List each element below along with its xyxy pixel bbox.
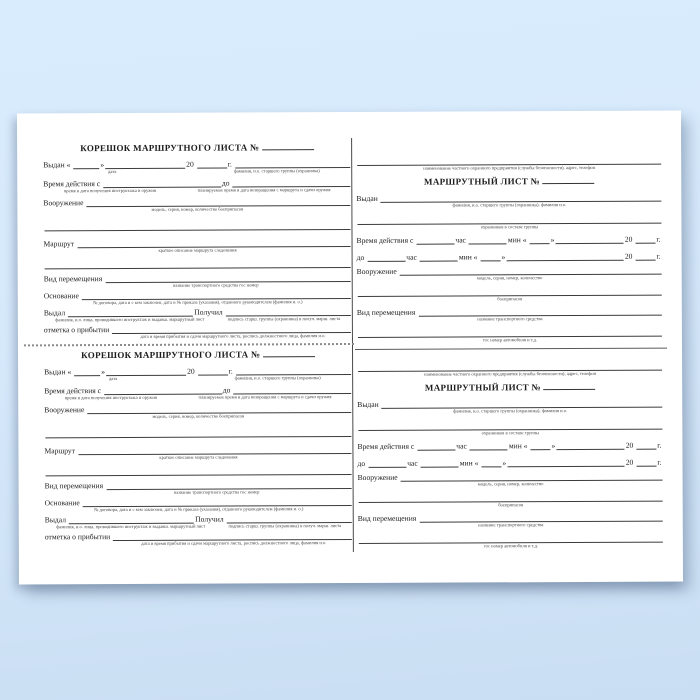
arms-hint: модель, серия, номер, количество боеприпасов	[152, 413, 245, 419]
year-blank	[636, 458, 656, 467]
to-label: до	[222, 385, 231, 395]
stub-title-text: КОРЕШОК МАРШРУТНОГО ЛИСТА №	[81, 349, 261, 361]
stub-title	[43, 142, 351, 154]
month-blank	[556, 441, 624, 450]
issued-hints	[43, 168, 351, 175]
year-suffix: г.	[228, 366, 233, 376]
issued-label: Выдан	[356, 193, 378, 203]
receiver-hint: подпись старш. группы (охранника) в получ. марш. листа	[227, 316, 341, 322]
hour-label: час	[455, 235, 466, 245]
movement-label: Вид перемещения	[43, 274, 103, 284]
year-blank	[197, 160, 227, 169]
sheet-title	[357, 382, 663, 394]
movement-hint: название транспортного средства	[478, 522, 544, 528]
validity-to-row	[357, 457, 663, 468]
receiver-label: Получил	[194, 307, 223, 317]
number-blank	[263, 349, 315, 357]
to-label: до	[356, 252, 365, 262]
arrival-hints	[45, 540, 353, 547]
route-label: Маршрут	[44, 446, 76, 456]
day-blank	[74, 367, 100, 376]
movement-label: Вид перемещения	[356, 307, 416, 317]
validity-hints	[44, 394, 352, 401]
group-hints	[356, 224, 662, 231]
day-blank	[480, 252, 500, 261]
min-label: мин «	[508, 441, 528, 451]
year-suffix: г.	[657, 440, 662, 450]
hour-blank	[367, 253, 405, 262]
quote-close: »	[551, 441, 556, 451]
validity-hints	[43, 187, 351, 194]
basis-hint: № договора, дата и с кем заключен, дата и № приказа (указания), отданного руководителем (фамилия и. о.)	[93, 299, 303, 306]
issuer-label: Выдал	[44, 515, 67, 525]
number-blank	[543, 382, 595, 390]
validity-hint-left: время и дата получения инструктажа и оружия	[64, 394, 157, 401]
number-blank	[262, 142, 314, 150]
month-blank	[507, 458, 625, 468]
year-suffix: г.	[227, 159, 232, 169]
validity-from-row	[357, 234, 663, 245]
issuer-hint: фамилия, и.о. лица, проводившего инструктаж и выдавш. маршрутный лист	[56, 523, 206, 530]
year-prefix: 20	[624, 234, 633, 244]
arms-hints	[43, 206, 351, 213]
arms-label: Вооружение	[43, 198, 84, 208]
year-blank	[636, 441, 656, 450]
plate-hints	[358, 543, 664, 550]
route-extra-blank	[46, 466, 352, 476]
validity-from-row	[357, 440, 663, 451]
date-hint: дата	[108, 169, 117, 175]
receiver-hint: подпись старш. группы (охранника) в получ. марш. листа	[228, 523, 342, 529]
name-blank	[236, 366, 351, 376]
month-blank	[506, 252, 624, 262]
validity-hint-right: планируемое время и дата возвращения с маршрута и сдачи оружия	[197, 187, 331, 193]
quote-close: »	[550, 235, 555, 245]
quote-close: »	[502, 458, 507, 468]
hour-label: час	[407, 458, 418, 468]
basis-hint: № договора, дата и с кем заключен, дата и № приказа (указания), отданного руководителем (фамилия и. о.)	[94, 506, 304, 513]
min-blank	[420, 253, 458, 262]
movement-label: Вид перемещения	[357, 513, 417, 523]
issued-hint: фамилия, и.о. старшего группы (охранника), фамилия и.о.	[452, 202, 567, 208]
group-hint: охранников в составе группы	[481, 430, 540, 436]
stub-title	[44, 349, 352, 361]
ammo-hints	[357, 296, 663, 303]
group-hints	[357, 430, 663, 437]
arms-hint: модель, серия, номер, количество боеприпасов	[151, 206, 244, 212]
arms-label: Вооружение	[356, 266, 397, 276]
blank-line-row	[44, 427, 352, 438]
arrival-label: отметка о прибытии	[43, 325, 110, 335]
movement-hint: название транспортного средства	[477, 316, 543, 322]
issued-hints	[356, 202, 662, 209]
arms-label: Вооружение	[357, 472, 398, 482]
sheet-title-text: МАРШРУТНЫЙ ЛИСТ №	[423, 176, 540, 187]
year-suffix: г.	[657, 457, 662, 467]
route-hints	[44, 247, 352, 254]
year-blank	[635, 235, 655, 244]
movement-hints	[357, 316, 663, 323]
quote-close: »	[101, 367, 106, 377]
month-blank	[106, 367, 186, 376]
issued-label: Выдан «	[43, 160, 71, 170]
plate-hints	[357, 337, 663, 344]
min-label: мин «	[507, 235, 527, 245]
org-hint: наименование частного охранного предприятия (службы безопасности), адрес, телефон	[423, 164, 596, 171]
group-hint: охранников в составе группы	[480, 224, 539, 230]
route-hint: краткое описание маршрута следования	[159, 454, 238, 460]
receiver-label: Получил	[195, 514, 224, 524]
quote-close: »	[100, 160, 105, 170]
arms-hint: модель, серия, номер, количество	[477, 481, 544, 487]
min-blank	[470, 441, 508, 450]
to-label: до	[221, 178, 230, 188]
route-label: Маршрут	[43, 239, 75, 249]
issued-hint: фамилия, и.о. старшего группы (охранника), фамилия и.о.	[453, 408, 568, 414]
day-blank	[530, 441, 550, 450]
year-prefix: 20	[625, 440, 634, 450]
arrival-hints	[44, 333, 352, 340]
org-hint: наименование частного охранного предприятия (службы безопасности), адрес, телефон	[424, 370, 597, 377]
year-prefix: 20	[624, 251, 633, 261]
year-suffix: г.	[656, 234, 661, 244]
org-hints	[357, 371, 663, 378]
sheet-section-top	[356, 155, 663, 344]
day-blank	[481, 458, 501, 467]
arms-hints	[44, 413, 352, 420]
hour-blank	[417, 442, 455, 451]
form-sheet-paper	[17, 111, 683, 585]
ammo-hints	[358, 502, 664, 509]
validity-hint-right: планируемое время и дата возвращения с маршрута и сдачи оружия	[198, 394, 332, 400]
stub-cut-line	[24, 343, 354, 346]
hour-label: час	[406, 252, 417, 262]
date-hint: дата	[108, 376, 118, 382]
to-label: до	[357, 458, 366, 468]
validity-label: Время действия с	[357, 441, 415, 451]
blank-line-row	[44, 258, 352, 269]
day-blank	[73, 160, 99, 169]
route-hint: краткое описание маршрута следования	[158, 247, 237, 253]
hour-blank	[416, 236, 454, 245]
min-label: мин «	[458, 252, 478, 262]
route-extra-blank	[45, 259, 351, 269]
stub-title-text: КОРЕШОК МАРШРУТНОГО ЛИСТА №	[80, 142, 260, 154]
validity-label: Время действия с	[44, 386, 102, 396]
min-blank	[469, 235, 507, 244]
year-prefix: 20	[625, 457, 634, 467]
blank-line-row	[45, 465, 353, 476]
blank-line-row	[43, 220, 351, 231]
issued-label: Выдан	[357, 399, 379, 409]
issued-hints	[357, 408, 663, 415]
arrival-label: отметка о прибытии	[44, 532, 111, 542]
year-suffix: г.	[656, 251, 661, 261]
min-label: мин «	[459, 458, 479, 468]
year-blank	[198, 367, 228, 376]
arms-label: Вооружение	[44, 405, 85, 415]
arrival-hint: дата и время прибытия и сдачи маршрутного листа, роспись должностного лица, фамилия и.о.	[141, 540, 327, 546]
number-blank	[543, 176, 595, 184]
validity-hint-left: время и дата получения инструктажа и оружия	[64, 187, 157, 194]
arms-hints	[358, 481, 664, 488]
validity-label: Время действия с	[43, 179, 101, 189]
month-blank	[105, 160, 185, 169]
month-blank	[555, 235, 623, 244]
movement-hints	[358, 522, 664, 529]
stub-section-top	[43, 142, 352, 340]
hour-label: час	[456, 441, 467, 451]
sheet-title	[356, 176, 662, 188]
movement-label: Вид перемещения	[44, 481, 104, 491]
arms-extra-blank	[44, 221, 350, 231]
stub-section-bottom	[44, 349, 353, 547]
sheet-separator-line	[355, 348, 667, 350]
quote-close: »	[501, 252, 506, 262]
validity-label: Время действия с	[356, 235, 414, 245]
movement-hint: название транспортного средства гос номер	[172, 282, 259, 288]
movement-hint: название транспортного средства гос номер	[173, 489, 260, 495]
arms-hints	[357, 275, 663, 282]
name-blank	[235, 159, 350, 169]
plate-hint: гос номер автомобиля и т.д.	[482, 337, 538, 343]
arrival-hint: дата и время прибытия и сдачи маршрутного листа, роспись должностного лица, фамилия и.о.	[140, 333, 326, 339]
issuer-label: Выдал	[43, 308, 66, 318]
ammo-hint: боеприпасов	[498, 502, 524, 508]
validity-to-row	[357, 251, 663, 262]
sheet-title-text: МАРШРУТНЫЙ ЛИСТ №	[424, 382, 541, 393]
day-blank	[530, 235, 550, 244]
year-prefix: 20	[186, 159, 194, 169]
hour-blank	[368, 459, 406, 468]
basis-label: Основание	[43, 291, 79, 301]
issued-hint: фамилия, и.о. старшего группы (охранника)	[234, 375, 321, 381]
basis-label: Основание	[44, 498, 80, 508]
year-prefix: 20	[187, 366, 195, 376]
issuer-hint: фамилия, и.о. лица, проводившего инструктаж и выдавш. маршрутный лист	[55, 316, 205, 323]
issued-hint: фамилия, и.о. старшего группы (охранника)	[233, 168, 320, 174]
plate-hint: гос номер автомобиля и т.д.	[483, 543, 538, 549]
issued-label: Выдан «	[44, 367, 72, 377]
arms-hint: модель, серия, номер, количество	[476, 275, 543, 281]
min-blank	[421, 459, 459, 468]
year-blank	[635, 252, 655, 261]
issued-hints	[44, 375, 352, 382]
arms-extra-blank	[45, 428, 351, 438]
sheet-section-bottom	[357, 361, 664, 550]
route-hints	[44, 454, 352, 461]
ammo-hint: боеприпасов	[497, 296, 523, 302]
org-hints	[356, 165, 662, 172]
